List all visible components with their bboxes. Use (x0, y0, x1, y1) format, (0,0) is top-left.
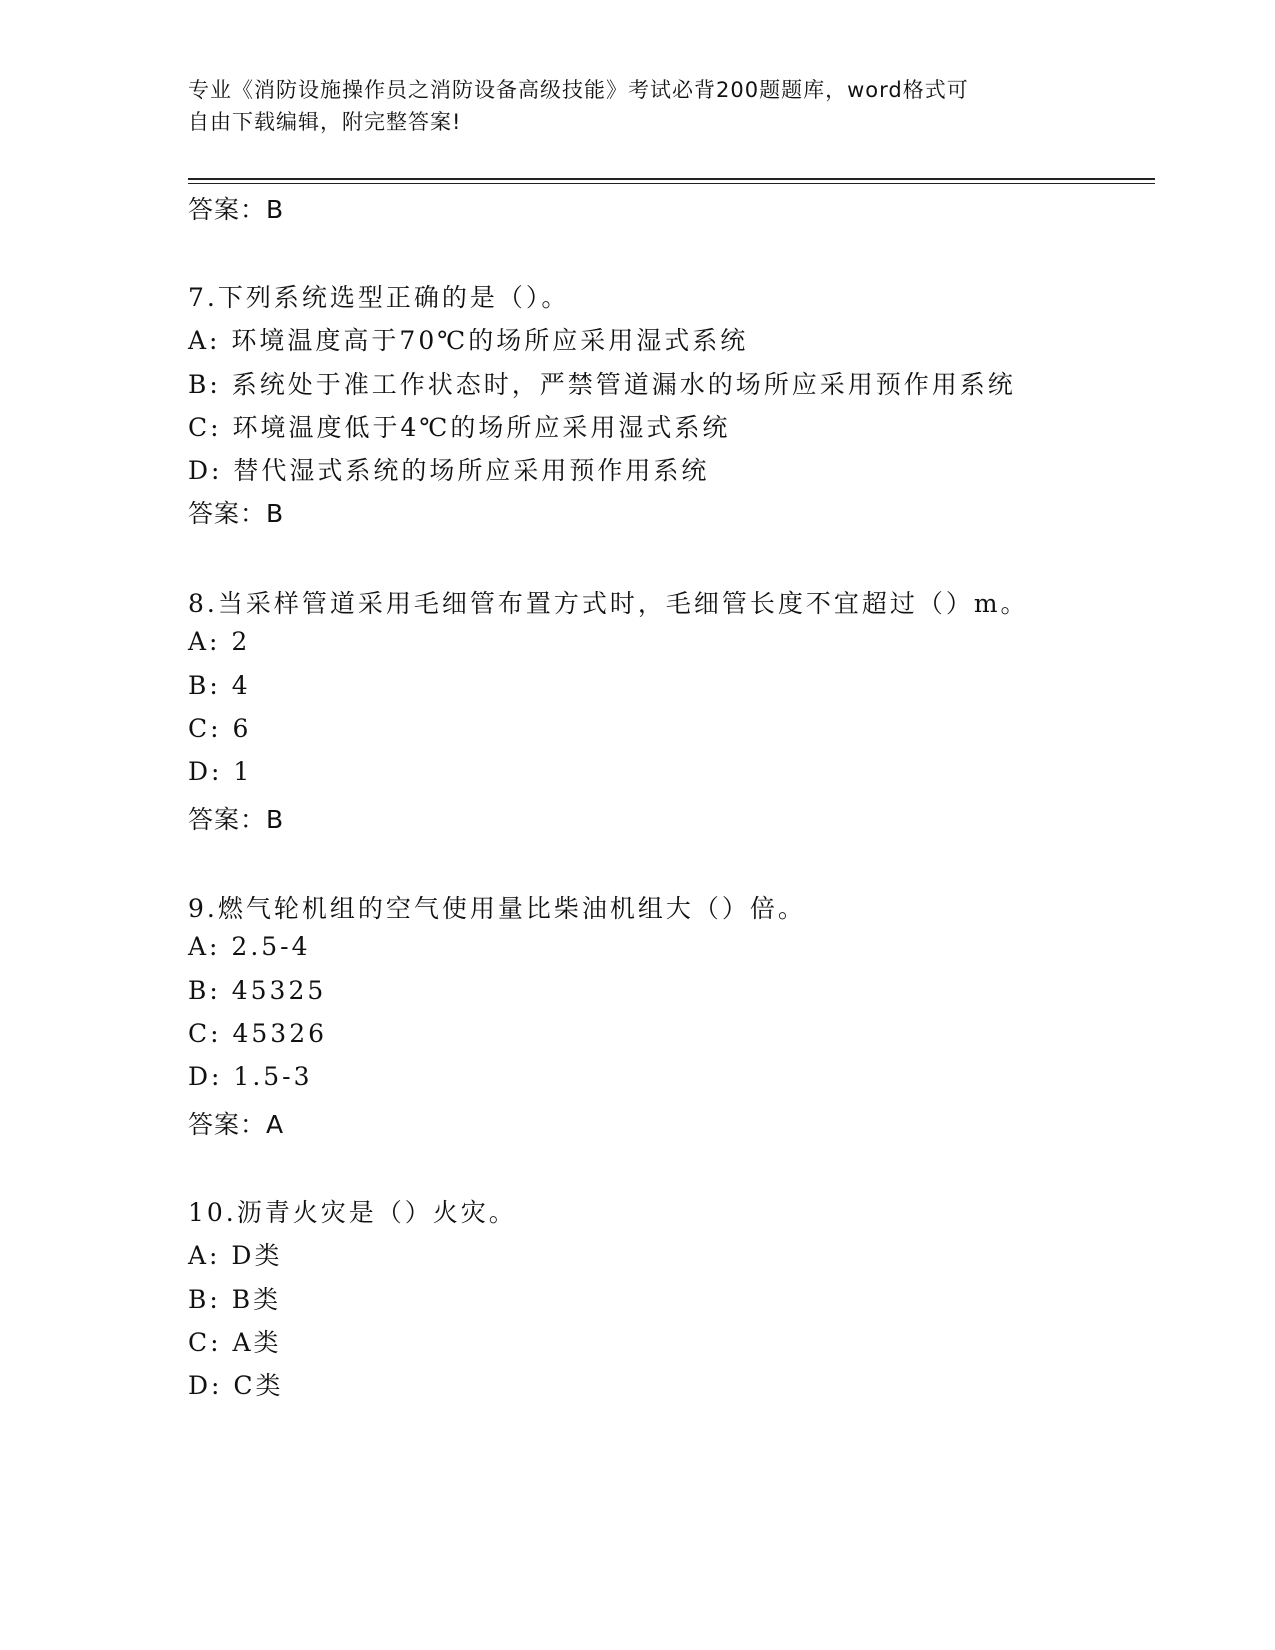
option-c: C: A类 (188, 1328, 282, 1357)
option-b: B: 45325 (188, 976, 327, 1005)
answer-line: 答案：B (188, 499, 285, 528)
document-header (188, 74, 1068, 138)
option-c: C: 45326 (188, 1019, 328, 1048)
option-c: C: 6 (188, 714, 252, 743)
header-divider-thick (188, 178, 1155, 180)
question-stem: 10.沥青火灾是（）火灾。 (188, 1198, 517, 1227)
question-stem: 7.下列系统选型正确的是（）。 (188, 283, 570, 312)
option-a: A: 2.5-4 (188, 932, 311, 961)
answer-line: 答案：B (188, 805, 285, 834)
header-line-2: 自由下载编辑，附完整答案! (188, 110, 462, 134)
option-d: D: 替代湿式系统的场所应采用预作用系统 (188, 456, 710, 485)
option-b: B: 系统处于准工作状态时，严禁管道漏水的场所应采用预作用系统 (188, 370, 1016, 399)
option-d: D: 1.5-3 (188, 1062, 313, 1091)
header-divider-thin (188, 183, 1155, 184)
option-a: A: 环境温度高于70℃的场所应采用湿式系统 (188, 326, 749, 355)
answer-line: 答案：B (188, 195, 285, 224)
question-stem: 9.燃气轮机组的空气使用量比柴油机组大（）倍。 (188, 894, 806, 923)
question-stem: 8.当采样管道采用毛细管布置方式时，毛细管长度不宜超过（）m。 (188, 589, 1029, 618)
option-b: B: B类 (188, 1285, 282, 1314)
option-a: A: 2 (188, 627, 251, 656)
option-b: B: 4 (188, 671, 251, 700)
answer-line: 答案：A (188, 1110, 285, 1139)
header-line-1: 专业《消防设施操作员之消防设备高级技能》考试必背200题题库，word格式可 (188, 78, 969, 102)
option-d: D: C类 (188, 1371, 284, 1400)
option-c: C: 环境温度低于4℃的场所应采用湿式系统 (188, 413, 731, 442)
option-a: A: D类 (188, 1241, 283, 1270)
option-d: D: 1 (188, 757, 253, 786)
